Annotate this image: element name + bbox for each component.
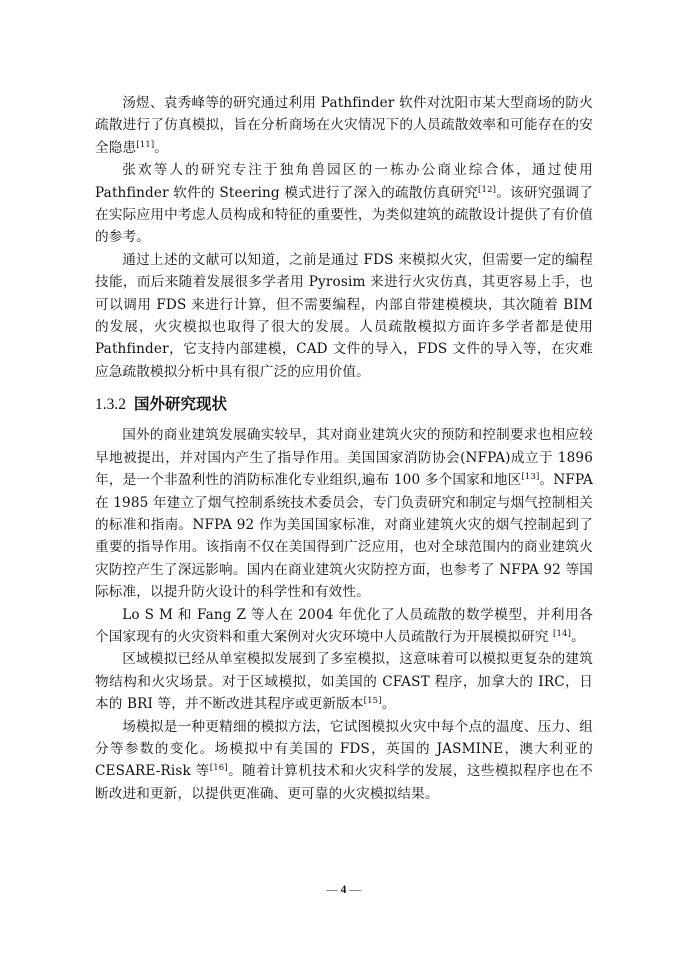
paragraph-literature-summary — [95, 249, 593, 383]
page-footer — [0, 884, 687, 896]
citation-ref: [15] — [363, 696, 382, 707]
citation-ref: [13] — [521, 472, 540, 483]
citation-ref: [11] — [136, 139, 155, 150]
paragraph-text: 国外的商业建筑发展确实较早，其对商业建筑火灾的预防和控制要求也相应较早地被提出，并对国内产生了指导作用。美国国家消防协会(NFPA)成立于 1896 年，是一个非盈利性的消防标准化专业组织,遍布 100 多个国家和地区 — [95, 427, 593, 489]
paragraph-tail: 。 — [381, 696, 396, 713]
paragraph-tail: 。NFPA 在 1985 年建立了烟气控制系统技术委员会，专门负责研究和制定与烟气控制相关的标准和指南。NFPA 92 作为美国国家标准，对商业建筑火灾的烟气控制起到了重要的指导作用。该指南不仅在美国得到广泛应用，也对全球范围内的商业建筑火灾防控产生了深远影响。国内在商业建筑火灾防控方面，也参考了 NFPA 92 等国际标准，以提升防火设计的科学性和有效性。 — [95, 472, 594, 601]
paragraph-tail: 。 — [154, 139, 169, 156]
paragraph-field-model — [95, 716, 593, 806]
footer-dash-left: — — [326, 884, 338, 896]
paragraph-text: Lo S M 和 Fang Z 等人在 2004 年优化了人员疏散的数学模型，并利用各个国家现有的火灾资料和重大案例对火灾环境中人员疏散行为开展模拟研究 — [95, 606, 593, 645]
page-number: 4 — [340, 884, 347, 896]
citation-ref: [12] — [478, 184, 497, 195]
paragraph-zhang-huan — [95, 159, 593, 249]
section-title: 国外研究现状 — [134, 395, 228, 414]
paragraph-tail: 。该研究强调了在实际应用中考虑人员构成和特征的重要性，为类似建筑的疏散设计提供了有价值的参考。 — [95, 184, 593, 246]
citation-ref: [14] — [553, 628, 572, 639]
paragraph-tang-yu — [95, 92, 593, 159]
citation-ref: [16] — [209, 763, 228, 774]
paragraph-text: 区域模拟已经从单室模拟发展到了多室模拟，这意味着可以模拟更复杂的建筑物结构和火灾场景。对于区域模拟，如美国的 CFAST 程序，加拿大的 IRC，日本的 BRI 等，并不断改进其程序或更新版本 — [95, 651, 593, 713]
paragraph-text: 场模拟是一种更精细的模拟方法，它试图模拟火灾中每个点的温度、压力、组分等参数的变化。场模拟中有美国的 FDS，英国的 JASMINE，澳大利亚的 CESARE-Risk 等 — [95, 718, 593, 780]
paragraph-lo-fang — [95, 604, 593, 649]
paragraph-text: 汤煜、袁秀峰等的研究通过利用 Pathfinder 软件对沈阳市某大型商场的防火疏散进行了仿真模拟，旨在分析商场在火灾情况下的人员疏散效率和可能存在的安全隐患 — [95, 95, 593, 156]
section-heading — [95, 393, 593, 416]
section-number: 1.3.2 — [95, 396, 126, 414]
footer-dash-right: — — [349, 884, 361, 896]
paragraph-tail: 。 — [571, 628, 585, 645]
paragraph-nfpa — [95, 424, 593, 603]
page-body — [95, 92, 593, 805]
paragraph-text: 通过上述的文献可以知道，之前是通过 FDS 来模拟火灾，但需要一定的编程技能，而后来随着发展很多学者用 Pyrosim 来进行火灾仿真，其更容易上手，也可以调用 FDS 来进行计算，但不需要编程，内部自带建模模块，其次随着 BIM 的发展，火灾模拟也取得了很大的发展。人员疏散模拟方面许多学者都是使用 Pathfinder，它支持内部建模，CAD 文件的导入，FDS 文件的导入等，在灾难应急疏散模拟分析中具有很广泛的应用价值。 — [95, 251, 593, 380]
paragraph-text: 张欢等人的研究专注于独角兽园区的一栋办公商业综合体，通过使用 Pathfinder 软件的 Steering 模式进行了深入的疏散仿真研究 — [95, 162, 593, 201]
paragraph-tail: 。随着计算机技术和火灾科学的发展，这些模拟程序也在不断改进和更新，以提供更准确、更可靠的火灾模拟结果。 — [95, 763, 593, 802]
paragraph-zone-model — [95, 648, 593, 715]
